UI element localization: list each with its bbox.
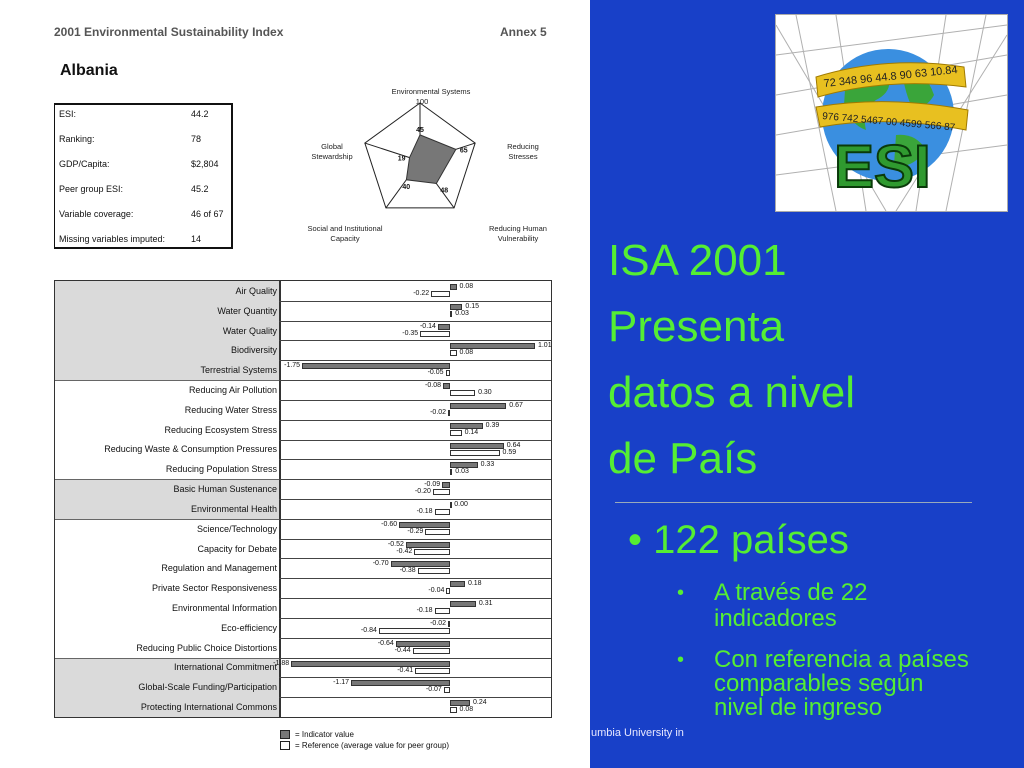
indicator-value-label: 0.39 [485, 421, 500, 429]
indicator-value-label: -0.14 [419, 322, 436, 330]
row-gridline [279, 360, 551, 361]
row-gridline [279, 400, 551, 401]
indicator-value-label: -1.75 [284, 362, 301, 370]
logo-number-band: 72 348 96 44.8 90 63 10.84 [823, 63, 959, 90]
indicator-value-label: 0.67 [509, 401, 523, 409]
radar-axis-label: Reducing Stresses [507, 142, 539, 161]
indicator-label: Reducing Water Stress [184, 404, 277, 415]
stat-value: $2,804 [191, 159, 219, 169]
legend-label-reference: = Reference (average value for peer group) [295, 741, 450, 750]
radar-axis-max: 100 [415, 97, 429, 106]
row-gridline [279, 578, 551, 579]
radar-value-label: 19 [397, 155, 406, 163]
indicator-label: Environmental Health [190, 503, 277, 514]
indicator-value-label: -0.52 [387, 540, 404, 548]
stat-label: ESI: [59, 109, 77, 119]
row-gridline [279, 440, 551, 441]
indicator-value-label: 0.15 [465, 302, 480, 310]
indicator-label: Science/Technology [196, 523, 277, 534]
indicator-label: Regulation and Management [161, 563, 277, 574]
radar-value-label: 40 [402, 183, 411, 191]
indicator-value-label: 0.64 [506, 441, 521, 449]
indicator-value-label: 0.31 [478, 600, 493, 608]
reference-bar [414, 549, 449, 555]
report-title: 2001 Environmental Sustainability Index [54, 25, 284, 39]
group-separator [55, 380, 279, 381]
indicator-label: Capacity for Debate [197, 543, 277, 554]
stat-label: GDP/Capita: [59, 159, 110, 169]
esi-logo [775, 14, 1008, 212]
reference-value-label: -0.04 [428, 587, 445, 595]
indicator-label: Reducing Ecosystem Stress [164, 424, 277, 435]
indicator-value-label: -1.17 [333, 679, 350, 687]
reference-value-label: 0.03 [455, 309, 469, 317]
group-separator [55, 519, 279, 520]
reference-value-label: 0.03 [455, 468, 469, 476]
reference-value-label: -0.29 [407, 527, 424, 535]
stat-value: 44.2 [191, 109, 209, 119]
indicator-bar [450, 581, 465, 587]
indicator-value-label: 0.33 [480, 461, 495, 469]
title-line: de País [608, 434, 758, 483]
stats-table [54, 103, 233, 249]
stat-label: Ranking: [59, 134, 95, 144]
reference-bar [413, 648, 450, 654]
reference-value-label: 0.14 [464, 428, 479, 436]
reference-value-label: -0.02 [430, 408, 447, 416]
indicator-label: Protecting International Commons [140, 702, 277, 713]
reference-value-label: -0.07 [425, 686, 442, 694]
row-gridline [279, 618, 551, 619]
radar-axis-label: Global Stewardship [311, 142, 353, 161]
reference-value-label: 0.30 [478, 389, 492, 397]
reference-bar [450, 390, 475, 396]
row-gridline [279, 340, 551, 341]
stat-label: Variable coverage: [59, 209, 134, 219]
indicator-label: Reducing Air Pollution [188, 385, 277, 395]
row-gridline [279, 677, 551, 678]
indicator-bar [450, 284, 457, 290]
indicator-bar [450, 502, 452, 508]
row-gridline [279, 459, 551, 460]
row-gridline [279, 697, 551, 698]
annex-label: Annex 5 [500, 25, 547, 39]
indicator-label: International Commitment [173, 662, 277, 673]
reference-value-label: 0.08 [459, 706, 474, 714]
indicator-value-label: -1.88 [273, 659, 290, 667]
indicator-label: Basic Human Sustenance [173, 484, 277, 495]
indicator-bar [406, 542, 450, 548]
indicator-label: Reducing Public Choice Distortions [136, 642, 277, 653]
row-gridline [279, 539, 551, 540]
indicator-bar [450, 403, 507, 409]
row-gridline [279, 479, 551, 480]
stat-label: Peer group ESI: [59, 184, 124, 194]
indicator-value-label: 0.00 [454, 501, 468, 508]
indicator-label: Reducing Waste & Consumption Pressures [104, 444, 277, 455]
radar-axis-label: Reducing Human Vulnerability [489, 224, 547, 243]
radar-chart [340, 95, 500, 220]
reference-bar [450, 350, 457, 356]
stat-label: Missing variables imputed: [59, 234, 166, 244]
group-separator [55, 658, 279, 659]
reference-bar [444, 687, 450, 693]
reference-bar [448, 410, 450, 416]
reference-value-label: -0.20 [414, 488, 431, 496]
reference-value-label: -0.41 [397, 666, 414, 674]
reference-bar [450, 311, 453, 317]
indicator-label: Water Quality [222, 325, 277, 336]
legend-label-indicator: = Indicator value [295, 730, 354, 739]
indicator-value-label: -0.70 [372, 560, 389, 568]
reference-value-label: 0.08 [459, 349, 474, 357]
reference-bar [420, 331, 450, 337]
indicator-value-label: 1.01 [537, 342, 552, 350]
indicator-value-label: -0.60 [381, 520, 398, 528]
indicator-bar [450, 443, 504, 449]
reference-bar [450, 450, 500, 456]
reference-bar [379, 628, 450, 634]
indicator-label: Biodiversity [230, 345, 277, 356]
reference-value-label: -0.18 [416, 607, 433, 615]
title-line: Presenta [608, 302, 785, 351]
row-gridline [279, 658, 551, 659]
radar-value-label: 65 [459, 147, 468, 155]
stat-value: 78 [191, 134, 202, 144]
indicator-bar [450, 601, 476, 607]
reference-value-label: -0.84 [360, 626, 377, 634]
indicator-label: Terrestrial Systems [200, 365, 277, 376]
stat-value: 14 [191, 234, 202, 244]
indicator-bar [448, 621, 450, 627]
reference-bar [450, 707, 457, 713]
indicator-value-label: -0.02 [430, 619, 447, 627]
indicator-label: Global-Scale Funding/Participation [138, 682, 277, 693]
indicator-bar [443, 383, 450, 389]
row-gridline [279, 558, 551, 559]
slide-title [608, 228, 1008, 492]
footer-credit: umbia University in [591, 727, 684, 739]
indicator-value-label: 0.18 [467, 580, 482, 588]
reference-bar [450, 469, 453, 475]
radar-value-label: 48 [440, 187, 449, 195]
reference-bar [446, 370, 450, 376]
bullet-main: • 122 países [628, 518, 849, 562]
reference-bar [435, 509, 450, 515]
logo-esi-text: ESI [834, 133, 931, 200]
stat-value: 45.2 [191, 184, 209, 194]
legend-swatch-indicator [280, 730, 290, 739]
country-name: Albania [60, 62, 118, 79]
group-separator [55, 479, 279, 480]
indicator-label: Water Quantity [217, 305, 277, 316]
reference-bar [418, 568, 450, 574]
title-line: ISA 2001 [608, 236, 787, 285]
row-gridline [279, 499, 551, 500]
reference-bar [433, 489, 450, 495]
logo-number-band: 976 742 5467 00 4599 566 87 [821, 111, 956, 134]
indicator-value-label: -0.08 [425, 382, 441, 390]
indicator-bar [438, 324, 450, 330]
title-divider [615, 502, 972, 503]
reference-bar [415, 668, 450, 674]
reference-value-label: -0.44 [394, 646, 411, 654]
reference-bar [425, 529, 449, 535]
radar-axis-label: Social and Institutional Capacity [307, 224, 383, 243]
row-gridline [279, 598, 551, 599]
reference-value-label: -0.18 [416, 508, 433, 515]
reference-value-label: -0.42 [396, 547, 413, 555]
indicator-value-label: 0.24 [473, 699, 487, 707]
indicator-value-label: -0.09 [424, 481, 441, 489]
reference-bar [431, 291, 450, 297]
row-gridline [279, 638, 551, 639]
reference-value-label: -0.05 [427, 369, 444, 377]
indicator-value-label: 0.08 [459, 283, 474, 290]
reference-value-label: -0.22 [413, 290, 430, 297]
reference-value-label: -0.35 [402, 329, 419, 337]
indicator-label: Environmental Information [171, 603, 277, 613]
reference-bar [446, 588, 449, 594]
row-gridline [279, 420, 551, 421]
indicator-bar [291, 661, 450, 667]
indicator-value-label: -0.64 [377, 639, 394, 647]
reference-bar [450, 430, 462, 436]
row-gridline [279, 519, 551, 520]
globe-logo-icon [776, 15, 1007, 211]
indicator-label: Air Quality [235, 285, 277, 296]
stat-value: 46 of 67 [191, 209, 224, 219]
reference-value-label: 0.59 [502, 448, 517, 456]
row-gridline [279, 380, 551, 381]
reference-value-label: -0.38 [399, 567, 416, 575]
indicator-label: Eco-efficiency [221, 622, 277, 633]
legend-swatch-reference [280, 741, 290, 750]
indicator-label: Reducing Population Stress [165, 464, 277, 475]
radar-value-label: 45 [416, 126, 424, 134]
reference-bar [435, 608, 450, 614]
row-gridline [279, 301, 551, 302]
row-gridline [279, 321, 551, 322]
indicator-label: Private Sector Responsiveness [151, 583, 277, 594]
radar-axis-label: Environmental Systems [391, 87, 471, 96]
title-line: datos a nivel [608, 368, 856, 417]
indicator-bar [442, 482, 450, 488]
indicator-bar-chart [54, 280, 552, 718]
